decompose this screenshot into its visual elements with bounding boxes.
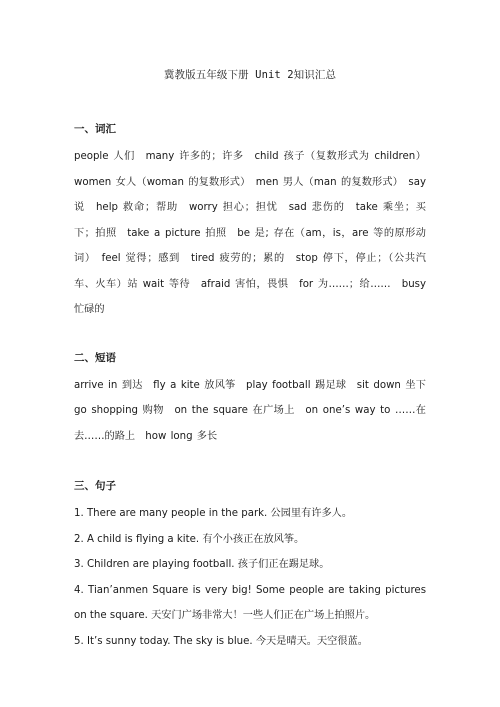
sentence-item: 3. Children are playing football. 孩子们正在踢足球。 bbox=[74, 559, 330, 570]
vocabulary-section bbox=[74, 122, 426, 323]
sentences-section bbox=[74, 479, 426, 654]
vocabulary-heading: 一、词汇 bbox=[74, 123, 116, 135]
sentence-item: 2. A child is flying a kite. 有个小孩正在放风筝。 bbox=[74, 533, 305, 545]
sentence-item: 1. There are many people in the park. 公园里有许多人。 bbox=[74, 508, 353, 519]
document-title: 冀教版五年级下册 Unit 2知识汇总 bbox=[163, 69, 337, 81]
sentence-list bbox=[74, 501, 426, 654]
sentences-heading: 三、句子 bbox=[74, 480, 116, 492]
section-spacer bbox=[74, 449, 426, 479]
vocabulary-text: people 人们 many 许多的；许多 child 孩子（复数形式为 children） women 女人（woman 的复数形式） men 男人（man 的复数形式） say 说 help 救命；帮助 worry 担心；担忧 sad 悲伤的 take 乘坐；买下；拍照 take a picture 拍照 be 是; 存在（am，is，are 等的原形动词） feel 觉得；感到 tired 疲劳的；累的 stop 停下，停止；（公共汽车、火车）站 wait 等待 afraid 害怕，畏惧 for 为……；给…… busy 忙碌的 bbox=[74, 151, 426, 315]
sentence-item: 4. Tian’anmen Square is very big! Some people are taking pictures on the square. 天安门广场非常大！一些人们正在广场上拍照片。 bbox=[74, 584, 426, 621]
phrases-text: arrive in 到达 fly a kite 放风筝 play football 踢足球 sit down 坐下 go shopping 购物 on the square 在广场上 on one’s way to ……在去……的路上 how long 多长 bbox=[74, 379, 426, 442]
phrases-heading: 二、短语 bbox=[74, 351, 116, 364]
phrases-section bbox=[74, 351, 426, 450]
sentence-item: 5. It’s sunny today. The sky is blue. 今天是晴天。天空很蓝。 bbox=[74, 635, 368, 647]
section-spacer bbox=[74, 323, 426, 351]
